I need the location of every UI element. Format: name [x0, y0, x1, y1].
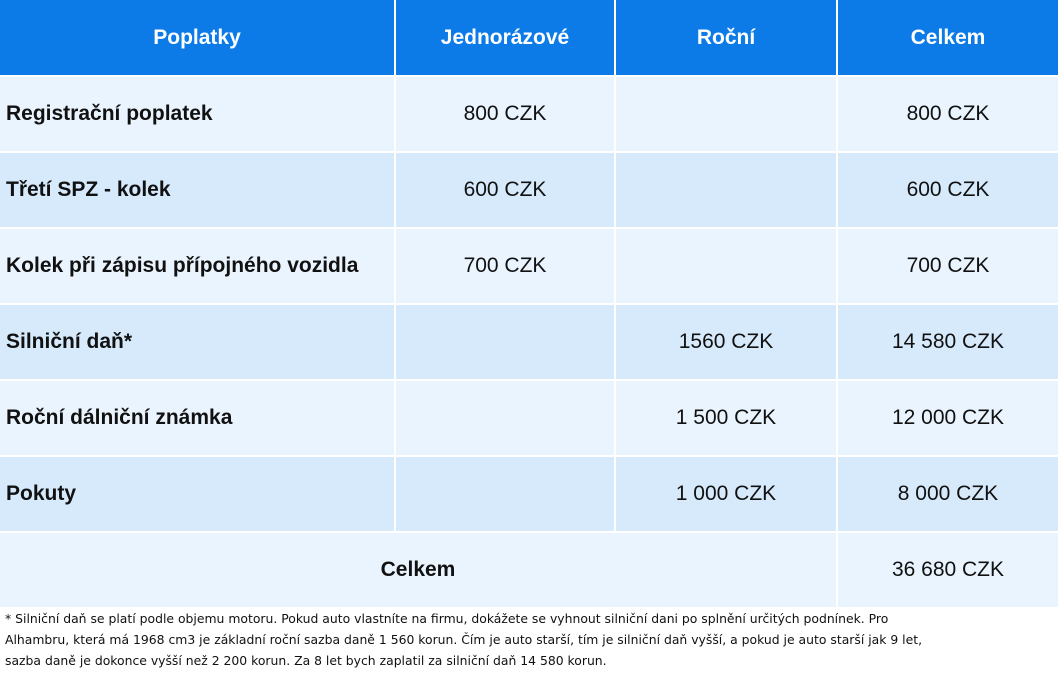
footnote-line-1: * Silniční daň se platí podle objemu motoru. Pokud auto vlastníte na firmu, dokážete se vyhnout silniční dani po splnění určitých podnínek. Pro [5, 611, 889, 626]
header-row [0, 0, 1058, 76]
row-label: Registrační poplatek [0, 76, 395, 152]
annual-cell: 1 000 CZK [615, 456, 837, 532]
total-cell: 700 CZK [837, 228, 1058, 304]
footnote [5, 608, 1053, 671]
row-label: Kolek při zápisu přípojného vozidla [0, 228, 395, 304]
one-time-cell: 600 CZK [395, 152, 615, 228]
total-row [0, 532, 1058, 608]
one-time-cell [395, 380, 615, 456]
total-cell: 600 CZK [837, 152, 1058, 228]
row-label: Silniční daň* [0, 304, 395, 380]
row-label: Pokuty [0, 456, 395, 532]
grand-total-value: 36 680 CZK [837, 532, 1058, 608]
table-row [0, 304, 1058, 380]
header-total: Celkem [837, 0, 1058, 76]
total-cell: 12 000 CZK [837, 380, 1058, 456]
total-cell: 8 000 CZK [837, 456, 1058, 532]
header-fees: Poplatky [0, 0, 395, 76]
annual-cell: 1 500 CZK [615, 380, 837, 456]
table-row [0, 228, 1058, 304]
row-label: Třetí SPZ - kolek [0, 152, 395, 228]
row-label: Roční dálniční známka [0, 380, 395, 456]
annual-cell [615, 228, 837, 304]
table-row [0, 76, 1058, 152]
annual-cell: 1560 CZK [615, 304, 837, 380]
header-one-time: Jednorázové [395, 0, 615, 76]
footnote-line-2: Alhambru, která má 1968 cm3 je základní roční sazba daně 1 560 korun. Čím je auto starší, tím je silniční daň vyšší, a pokud je auto starší jak 9 let, [5, 632, 923, 647]
annual-cell [615, 76, 837, 152]
one-time-cell [395, 304, 615, 380]
total-cell: 800 CZK [837, 76, 1058, 152]
footnote-line-3: sazba daně je dokonce vyšší než 2 200 korun. Za 8 let bych zaplatil za silniční daň 14 580 korun. [5, 653, 607, 668]
one-time-cell: 700 CZK [395, 228, 615, 304]
table-row [0, 152, 1058, 228]
total-cell: 14 580 CZK [837, 304, 1058, 380]
table-row [0, 456, 1058, 532]
annual-cell [615, 152, 837, 228]
one-time-cell: 800 CZK [395, 76, 615, 152]
one-time-cell [395, 456, 615, 532]
table-row [0, 380, 1058, 456]
header-annual: Roční [615, 0, 837, 76]
grand-total-label: Celkem [0, 532, 837, 608]
